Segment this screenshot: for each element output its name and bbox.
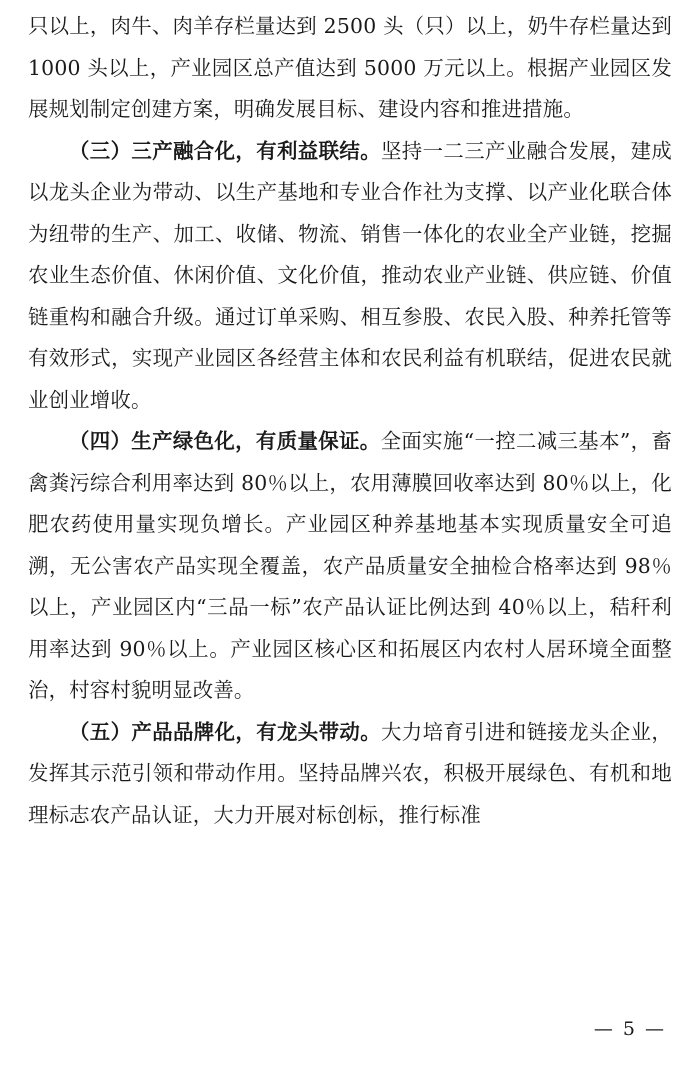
- paragraph-item-5: [28, 712, 672, 837]
- paragraph-text: 大力培育引进和链接龙头企业，发挥其示范引领和带动作用。坚持品牌兴农，积极开展绿色、有机和地理标志农产品认证，大力开展对标创标，推行标准: [28, 719, 672, 827]
- paragraph-heading: （四）生产绿色化，有质量保证。: [69, 429, 381, 453]
- document-body: [28, 6, 672, 836]
- paragraph-heading: （五）产品品牌化，有龙头带动。: [69, 719, 381, 744]
- page-number: — 5 —: [593, 1018, 666, 1040]
- paragraph-heading: （三）三产融合化，有利益联结。: [69, 138, 381, 163]
- paragraph-text: 全面实施“一控二减三基本”，畜禽粪污综合利用率达到 80％以上，农用薄膜回收率达到 80％以上，化肥农药使用量实现负增长。产业园区种养基地基本实现质量安全可追溯，无公害农产品实现全覆盖，农产品质量安全抽检合格率达到 98％以上，产业园区内“三品一标”农产品认证比例达到 40％以上，秸秆利用率达到 90％以上。产业园区核心区和拓展区内农村人居环境全面整治，村容村貌明显改善。: [28, 429, 672, 702]
- paragraph-item-4: [28, 421, 672, 712]
- paragraph-text: 只以上，肉牛、肉羊存栏量达到 2500 头（只）以上，奶牛存栏量达到 1000 头以上，产业园区总产值达到 5000 万元以上。根据产业园区发展规划制定创建方案，明确发展目标、建设内容和推进措施。: [28, 14, 672, 121]
- paragraph-text: 坚持一二三产业融合发展，建成以龙头企业为带动、以生产基地和专业合作社为支撑、以产业化联合体为纽带的生产、加工、收储、物流、销售一体化的农业全产业链，挖掘农业生态价值、休闲价值、文化价值，推动农业产业链、供应链、价值链重构和融合升级。通过订单采购、相互参股、农民入股、种养托管等有效形式，实现产业园区各经营主体和农民利益有机联结，促进农民就业创业增收。: [28, 138, 672, 412]
- paragraph-continued: [28, 6, 672, 131]
- paragraph-item-3: [28, 131, 672, 422]
